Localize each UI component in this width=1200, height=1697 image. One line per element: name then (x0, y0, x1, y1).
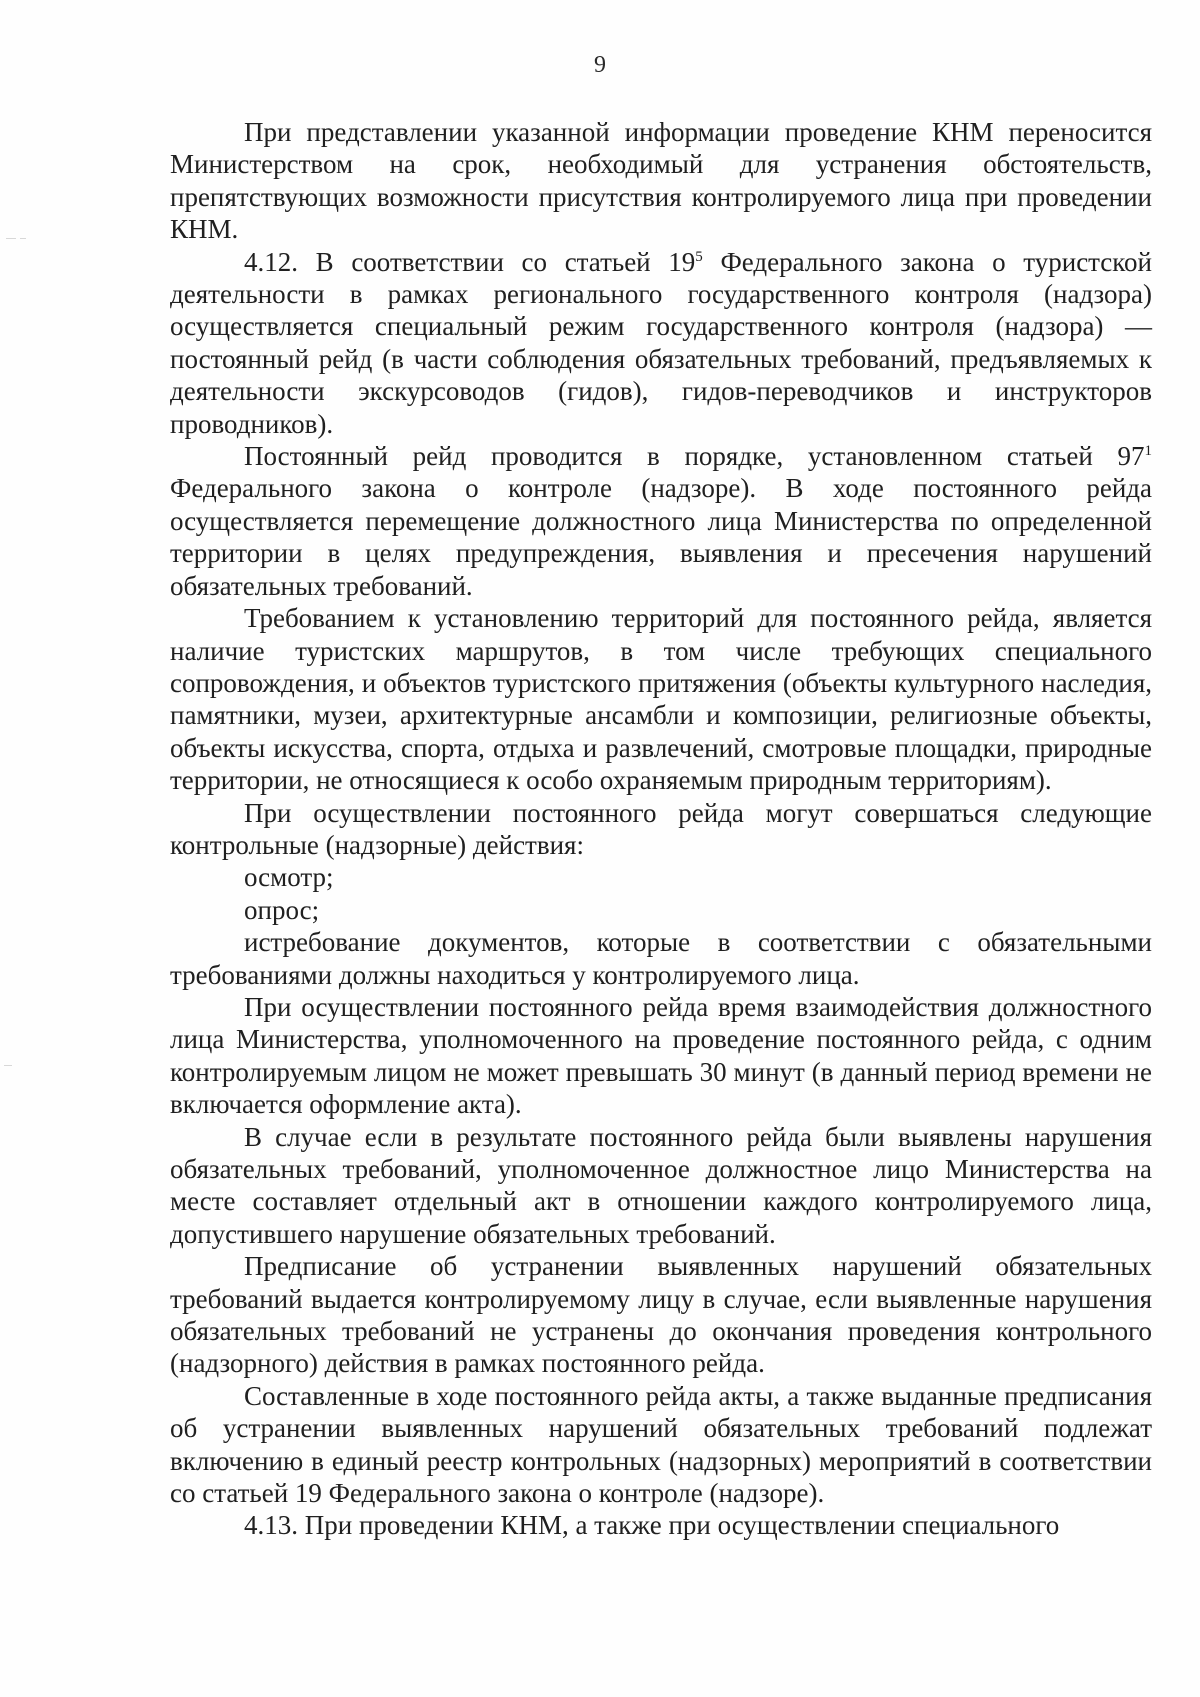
paragraph-registry-inclusion: Составленные в ходе постоянного рейда акты, а также выданные предписания об устранении выявленных нарушений обязательных требований подлежат включению в единый реестр контрольных (надзорных) мероприятий в соответствии со статьей 19 Федерального закона о контроле (надзоре). (170, 1380, 1152, 1509)
paragraph-4-13-start: 4.13. При проведении КНМ, а также при осуществлении специального (244, 1510, 1060, 1541)
superscript-article-index: 5 (695, 248, 703, 265)
document-body (170, 116, 1152, 1542)
paragraph-violation-act: В случае если в результате постоянного рейда были выявлены нарушения обязательных требований, уполномоченное должностное лицо Министерства на месте составляет отдельный акт в отношении каждого контролируемого лица, допустившего нарушение обязательных требований. (170, 1121, 1152, 1249)
superscript-article-index: 1 (1144, 443, 1152, 460)
list-item-survey: опрос; (244, 894, 320, 925)
paragraph-raid-procedure (170, 440, 1152, 602)
paragraph-4-12-permanent-raid (170, 246, 1152, 440)
list-item-document-request: истребование документов, которые в соответствии с обязательными требованиями должны находиться у контролируемого лица. (170, 927, 1152, 990)
paragraph-territory-requirements: Требованием к установлению территорий для постоянного рейда, является наличие туристских маршрутов, в том числе требующих специального сопровождения, и объектов туристского притяжения (объекты культурного наследия, памятники, музеи, архитектурные ансамбли и композиции, религиозные объекты, объекты искусства, спорта, отдыха и развлечений, смотровые площадки, природные территории, не относящиеся к особо охраняемым природным территориям). (170, 603, 1152, 796)
paragraph-text: Федерального закона о контроле (надзоре). В ходе постоянного рейда осуществляется перемещение должностного лица Министерства по определенной территории в целях предупреждения, выявления и пресечения нарушений обязательных требований. (170, 473, 1152, 601)
paragraph-text: Федерального закона о туристской деятельности в рамках регионального государственного контроля (надзора) осуществляется специальный режим государственного контроля (надзора) — постоянный рейд (в части соблюдения обязательных требований, предъявляемых к деятельности экскурсоводов (гидов), гидов-переводчиков и инструкторов проводников). (170, 246, 1152, 439)
scan-edge-mark (20, 238, 26, 239)
paragraph-text: Постоянный рейд проводится в порядке, установленном статьей 97 (244, 441, 1145, 472)
paragraph-knm-postponement: При представлении указанной информации проведение КНМ переносится Министерством на срок, необходимый для устранения обстоятельств, препятствующих возможности присутствия контролируемого лица при проведении КНМ. (170, 117, 1152, 245)
paragraph-interaction-time-limit: При осуществлении постоянного рейда время взаимодействия должностного лица Министерства, уполномоченного на проведение постоянного рейда, с одним контролируемым лицом не может превышать 30 минут (в данный период времени не включается оформление акта). (170, 991, 1152, 1120)
scan-edge-mark (6, 238, 16, 239)
paragraph-control-actions-intro: При осуществлении постоянного рейда могут совершаться следующие контрольные (надзорные) действия: (170, 797, 1152, 860)
list-item-inspection: осмотр; (244, 862, 334, 893)
scan-edge-mark (4, 1065, 12, 1066)
paragraph-text: 4.12. В соответствии со статьей 19 (244, 246, 696, 277)
paragraph-prescription: Предписание об устранении выявленных нарушений обязательных требований выдается контролируемому лицу в случае, если выявленные нарушения обязательных требований не устранены до окончания проведения контрольного (надзорного) действия в рамках постоянного рейда. (170, 1251, 1152, 1379)
page-number: 9 (594, 52, 606, 78)
